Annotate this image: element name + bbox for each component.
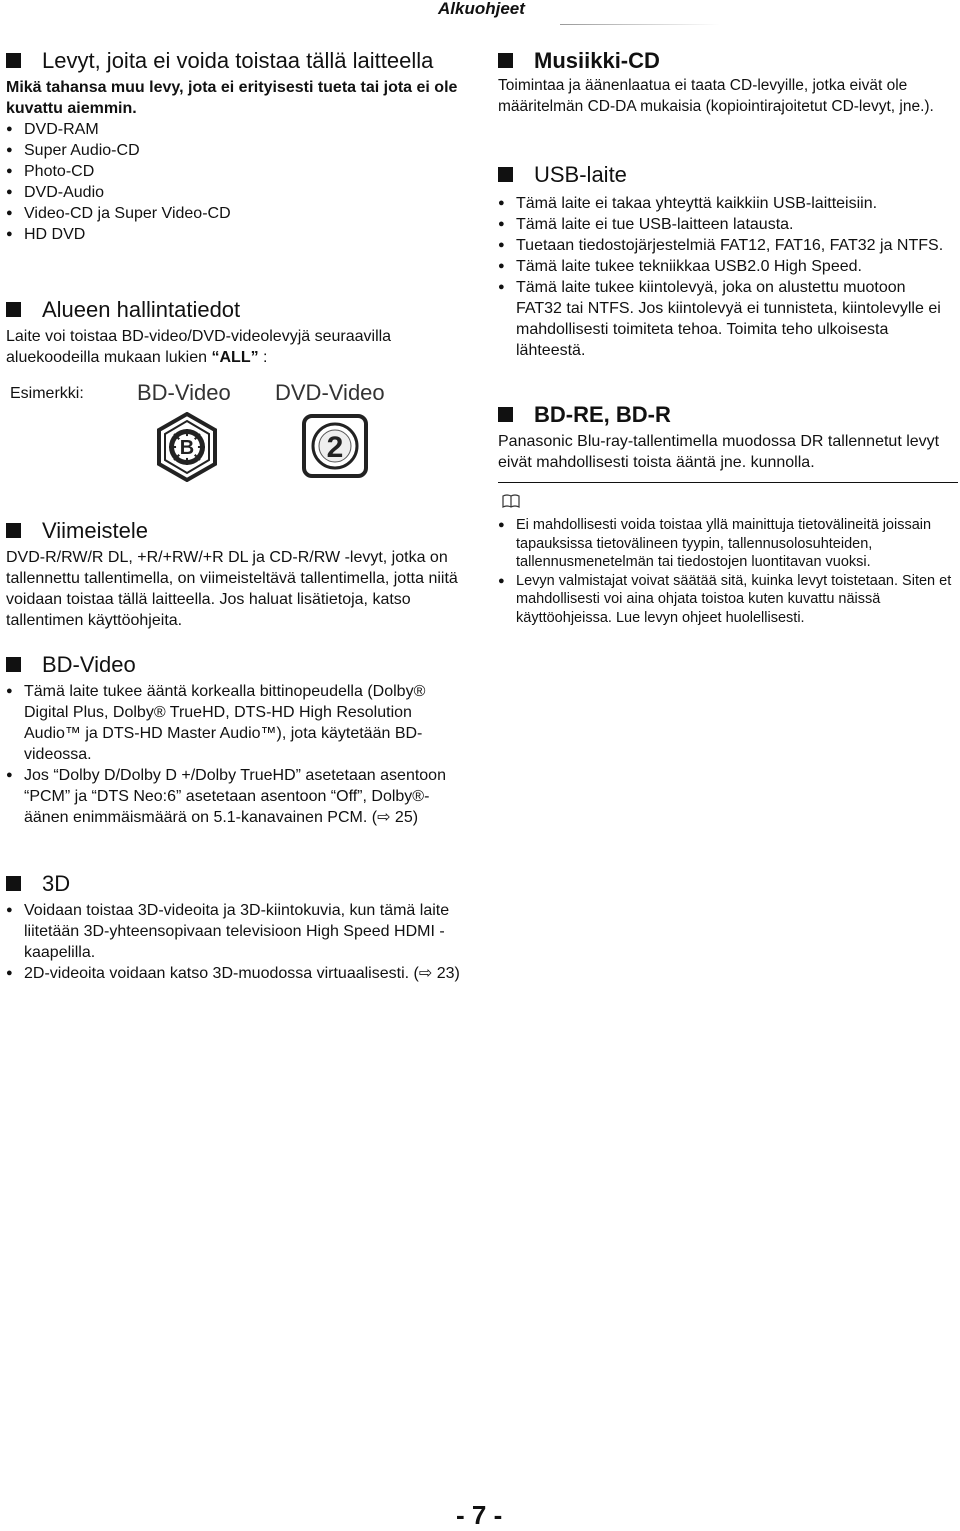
square-bullet-icon bbox=[6, 657, 21, 672]
square-bullet-icon bbox=[6, 523, 21, 538]
section-title-finalize: Viimeistele bbox=[6, 516, 468, 545]
section-region bbox=[6, 295, 468, 368]
list-item: ● Photo-CD bbox=[6, 161, 468, 182]
list-item: ● Tämä laite tukee tekniikkaa USB2.0 High Speed. bbox=[498, 256, 954, 277]
list-item: ● Video-CD ja Super Video-CD bbox=[6, 203, 468, 224]
section-notes bbox=[498, 516, 954, 627]
list-item: ● Tämä laite tukee kiintolevyä, joka on alustettu muotoon FAT32 tai NTFS. Jos kiintolevyä ei tunnisteta, kiintolevylle ei mahdollisesti toimiteta tehoa. Toimita teho ulkoisesta lähteestä. bbox=[498, 277, 954, 361]
usb-list bbox=[498, 193, 954, 361]
section-bdvideo bbox=[6, 650, 468, 828]
section-unplayable bbox=[6, 46, 468, 245]
notes-divider bbox=[498, 482, 958, 483]
example-label: Esimerkki: bbox=[10, 385, 84, 402]
section-title-bdvideo: BD-Video bbox=[6, 650, 468, 679]
finalize-text: DVD-R/RW/R DL, +R/+RW/+R DL ja CD-R/RW -levyt, jotka on tallennettu tallentimella, on viimeisteltävä tallentimella, jotta niitä voidaan toistaa tällä laitteella. Jos haluat lisätietoja, katso tallentimen käyttöohjeita. bbox=[6, 549, 458, 629]
section-title-region: Alueen hallintatiedot bbox=[6, 295, 468, 324]
dvd-video-label: DVD-Video bbox=[275, 380, 385, 405]
square-bullet-icon bbox=[6, 302, 21, 317]
square-bullet-icon bbox=[498, 53, 513, 68]
list-item: ● 2D-videoita voidaan katso 3D-muodossa virtuaalisesti. (⇨ 23) bbox=[6, 963, 468, 984]
list-item: ● Voidaan toistaa 3D-videoita ja 3D-kiintokuvia, kun tämä laite liitetään 3D-yhteensopivaan televisioon High Speed HDMI -kaapelilla. bbox=[6, 900, 468, 963]
square-bullet-icon bbox=[6, 876, 21, 891]
square-bullet-icon bbox=[498, 167, 513, 182]
region-text: Laite voi toistaa BD-video/DVD-videolevyjä seuraavilla aluekoodeilla mukaan lukien “ALL” : bbox=[6, 328, 392, 366]
list-item: ● HD DVD bbox=[6, 224, 468, 245]
header-rule bbox=[560, 24, 720, 25]
unplayable-list bbox=[6, 119, 468, 245]
square-bullet-icon bbox=[6, 53, 21, 68]
bd-region-b-icon bbox=[156, 412, 218, 482]
section-title-bdre: BD-RE, BD-R bbox=[498, 400, 954, 429]
bdvideo-list bbox=[6, 681, 468, 828]
list-item: ● DVD-RAM bbox=[6, 119, 468, 140]
list-item: ● Tämä laite ei takaa yhteyttä kaikkiin USB-laitteisiin. bbox=[498, 193, 954, 214]
notes-list bbox=[498, 516, 954, 627]
musiccd-text: Toimintaa ja äänenlaatua ei taata CD-levyille, jotka eivät ole määritelmän CD-DA mukaisia (kopiointirajoitetut CD-levyt, jne.). bbox=[498, 77, 934, 115]
bd-video-label: BD-Video bbox=[137, 380, 231, 405]
list-item: ● Jos “Dolby D/Dolby D +/Dolby TrueHD” asetetaan asentoon “PCM” ja “DTS Neo:6” asetetaan asentoon “Off”, Dolby®-äänen enimmäismäärä on 5.1-kanavainen PCM. (⇨ 25) bbox=[6, 765, 468, 828]
dvd-region-2-icon bbox=[302, 414, 368, 478]
list-item: ● Tuetaan tiedostojärjestelmiä FAT12, FAT16, FAT32 ja NTFS. bbox=[498, 235, 954, 256]
list-item: ● Ei mahdollisesti voida toistaa yllä mainittuja tietovälineitä joissain tapauksissa tietovälineen tyypin, tallennusolosuhteiden, tallennusmenetelmän tai tiedostojen luontitavan vuoksi. bbox=[498, 516, 954, 572]
list-item: ● Tämä laite ei tue USB-laitteen latausta. bbox=[498, 214, 954, 235]
section-3d bbox=[6, 869, 468, 984]
list-item: ● Super Audio-CD bbox=[6, 140, 468, 161]
section-title-usb: USB-laite bbox=[498, 160, 954, 189]
page-header bbox=[0, 0, 960, 30]
section-finalize bbox=[6, 516, 468, 631]
unplayable-intro: Mikä tahansa muu levy, jota ei erityisesti tueta tai jota ei ole kuvattu aiemmin. bbox=[6, 79, 458, 117]
bd-region-letter: B bbox=[179, 437, 195, 459]
header-title: Alkuohjeet bbox=[438, 0, 525, 18]
threed-list bbox=[6, 900, 468, 984]
section-title-3d: 3D bbox=[6, 869, 468, 898]
dvd-region-number: 2 bbox=[326, 431, 344, 464]
section-usb bbox=[498, 160, 954, 361]
region-example bbox=[10, 380, 460, 490]
list-item: ● Tämä laite tukee ääntä korkealla bittinopeudella (Dolby® Digital Plus, Dolby® TrueHD, DTS-HD High Resolution Audio™ ja DTS-HD Master Audio™), jota käytetään BD-videossa. bbox=[6, 681, 468, 765]
book-icon bbox=[502, 494, 520, 508]
section-title-unplayable: Levyt, joita ei voida toistaa tällä laitteella bbox=[6, 46, 468, 75]
list-item: ● DVD-Audio bbox=[6, 182, 468, 203]
list-item: ● Levyn valmistajat voivat säätää sitä, kuinka levyt toistetaan. Siten et mahdollisesti voi aina ohjata toistoa kuten kuvattu näissä käyttöohjeissa. Lue levyn ohjeet huolellisesti. bbox=[498, 572, 954, 628]
section-title-musiccd: Musiikki-CD bbox=[498, 46, 954, 75]
section-musiccd bbox=[498, 46, 954, 117]
section-bdre bbox=[498, 400, 954, 473]
bdre-text: Panasonic Blu-ray-tallentimella muodossa DR tallennetut levyt eivät mahdollisesti toista ääntä jne. kunnolla. bbox=[498, 433, 940, 471]
page-number: - 7 - bbox=[456, 1500, 503, 1530]
square-bullet-icon bbox=[498, 407, 513, 422]
